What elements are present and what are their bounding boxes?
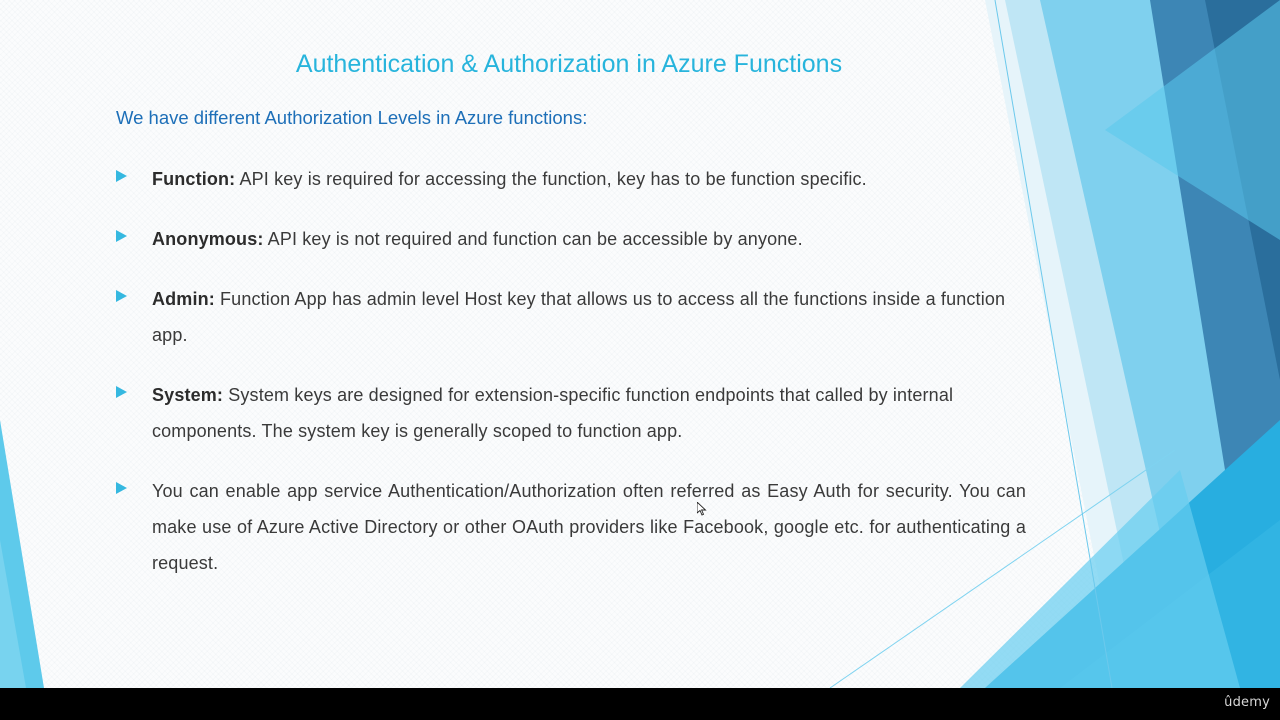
bullet-text: [152, 281, 1026, 353]
bullet-label: Function:: [152, 169, 236, 189]
player-bottom-bar: [0, 688, 1280, 720]
slide-subtitle: We have different Authorization Levels in Azure functions:: [116, 107, 588, 128]
bullet-body: System keys are designed for extension-specific function endpoints that called by internal components. The system key is generally scoped to function app.: [152, 385, 954, 441]
bullet-text: [152, 221, 1026, 257]
bullet-arrow-icon: [116, 170, 127, 182]
bullet-body: Function App has admin level Host key that allows us to access all the functions inside a function app.: [152, 289, 1006, 345]
bullet-body: API key is not required and function can be accessible by anyone.: [263, 229, 803, 249]
bullet-anonymous: [116, 221, 1026, 257]
bullet-body: API key is required for accessing the function, key has to be function specific.: [235, 169, 867, 189]
bullet-label: Admin:: [152, 289, 215, 309]
udemy-logo: ûdemy: [1224, 695, 1270, 710]
bullet-easy-auth: [116, 473, 1026, 581]
bullet-arrow-icon: [116, 482, 127, 494]
bullet-body: You can enable app service Authentication/Authorization often referred as Easy Auth for security. You can make use of Azure Active Directory or other OAuth providers like Facebook, google etc. for authenticating a request.: [152, 481, 1026, 573]
bullet-arrow-icon: [116, 386, 127, 398]
bullet-text: [152, 377, 1026, 449]
bullet-arrow-icon: [116, 230, 127, 242]
bullet-arrow-icon: [116, 290, 127, 302]
mouse-cursor-icon: [697, 502, 707, 516]
bullet-label: Anonymous:: [152, 229, 264, 249]
bullet-function: [116, 161, 1026, 197]
bullet-label: System:: [152, 385, 224, 405]
slide-title: Authentication & Authorization in Azure Functions: [295, 50, 843, 78]
bullet-text: [152, 473, 1026, 581]
bullet-text: [152, 161, 1026, 197]
bullet-system: [116, 377, 1026, 449]
bullet-admin: [116, 281, 1026, 353]
